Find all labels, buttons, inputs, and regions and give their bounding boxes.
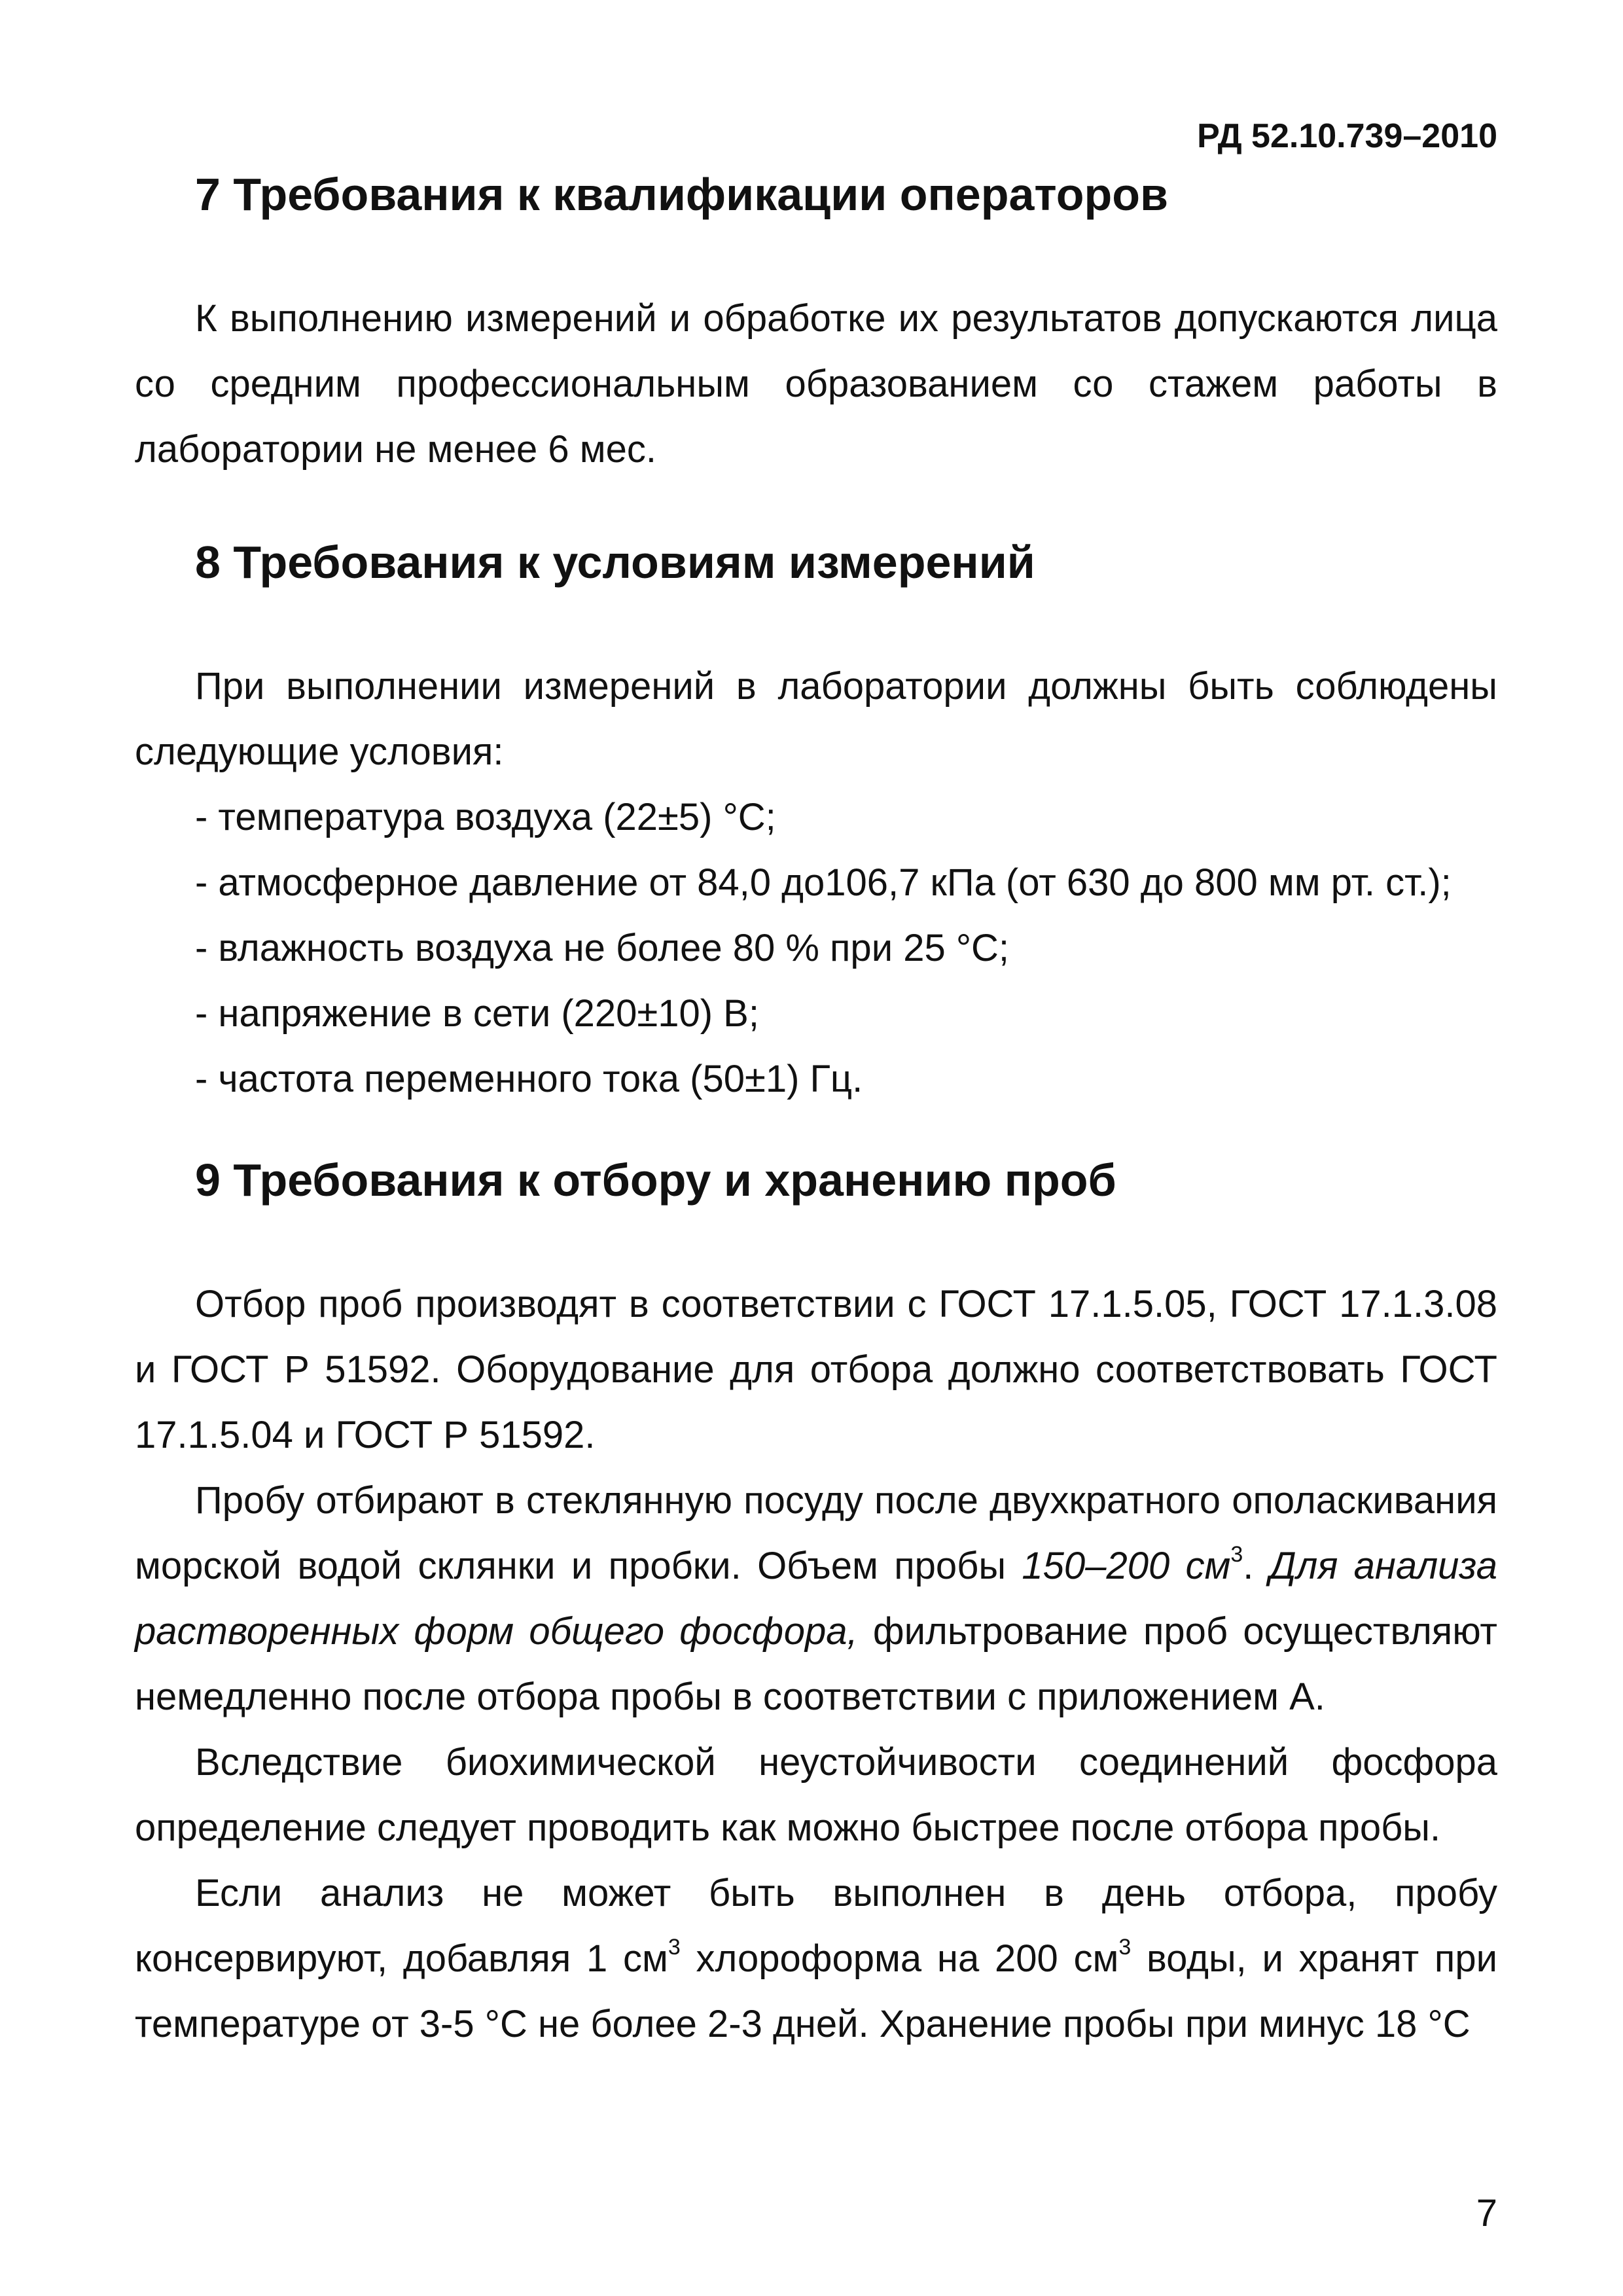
superscript-cubic: 3 [1230,1542,1243,1567]
condition-item-voltage: - напряжение в сети (220±10) В; [195,992,759,1035]
superscript-cubic-2: 3 [1118,1935,1132,1960]
condition-item-pressure: - атмосферное давление от 84,0 до106,7 кПа (от 630 до 800 мм рт. ст.); [195,861,1452,904]
condition-item-frequency: - частота переменного тока (50±1) Гц. [195,1058,863,1100]
section-9-heading: 9 Требования к отбору и хранению проб [195,1155,1116,1206]
section-9-paragraph-1: Отбор проб производят в соответствии с ГОСТ 17.1.5.05, ГОСТ 17.1.3.08 и ГОСТ Р 51592. Оборудование для отбора должно соответствовать ГОСТ 17.1.5.04 и ГОСТ Р 51592. [135,1283,1497,1456]
section-7-heading: 7 Требования к квалификации операторов [195,169,1169,220]
section-8-intro: При выполнении измерений в лаборатории должны быть соблюдены следующие условия: [135,665,1497,773]
paragraph-2-italic: Для анализа растворенных форм общего фосфора, [135,1545,1497,1653]
paragraph-4-text-c: воды, и хранят при температуре от 3-5 °С не более 2-3 дней. Хранение пробы при минус 18 °С [135,1937,1497,2045]
page-content [135,167,1497,2057]
paragraph-2-text-a: Пробу отбирают в стеклянную посуду после двухкратного ополаскивания морской водой склянки и пробки. Объем пробы [135,1479,1497,1587]
section-9-paragraph-4 [135,1861,1497,2057]
condition-item-humidity: - влажность воздуха не более 80 % при 25 °С; [195,927,1010,969]
sample-volume: 150–200 см [1022,1545,1231,1587]
document-code: РД 52.10.739–2010 [1197,117,1497,155]
section-9-paragraph-3: Вследствие биохимической неустойчивости соединений фосфора определение следует проводить как можно быстрее после отбора пробы. [135,1741,1497,1849]
paragraph-4-text-a: Если анализ не может быть выполнен в день отбора, пробу консервируют, добавляя 1 см [135,1872,1497,1980]
section-7-paragraph: К выполнению измерений и обработке их результатов допускаются лица со средним профессиональным образованием со стажем работы в лаборатории не менее 6 мес. [135,297,1497,471]
superscript-cubic-1: 3 [668,1935,681,1960]
section-9-paragraph-2 [135,1468,1497,1730]
paragraph-4-text-b: хлороформа на 200 см [680,1937,1119,1980]
section-8-heading: 8 Требования к условиям измерений [195,537,1035,588]
paragraph-2-text-b: . [1243,1545,1270,1587]
page-number: 7 [1476,2192,1497,2234]
paragraph-2-text-c: фильтрование проб осуществляют немедленно после отбора пробы в соответствии с приложением А. [135,1610,1497,1718]
condition-item-temperature: - температура воздуха (22±5) °С; [195,796,776,838]
